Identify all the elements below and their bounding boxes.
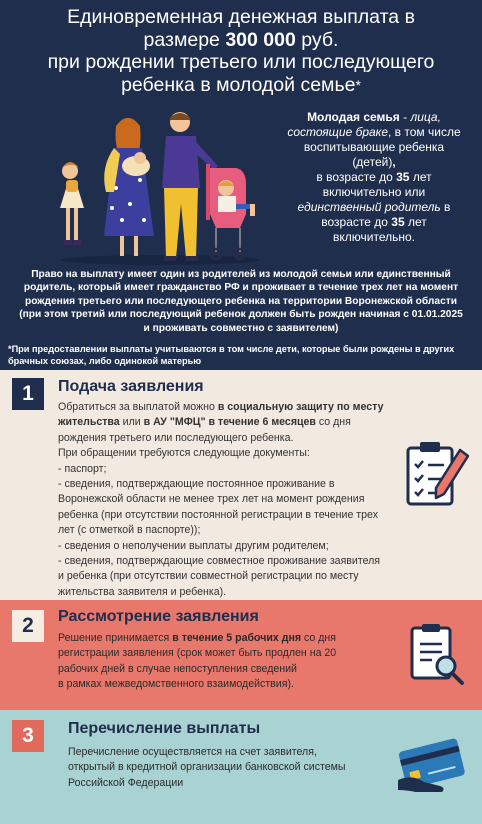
text-line: жительства или в АУ "МФЦ" в течение 6 месяцев со дня [58, 416, 351, 429]
eligibility-line: Право на выплату имеет один из родителей из молодой семьи или единственный [31, 269, 451, 280]
step-3-section [0, 710, 482, 824]
step-text [68, 745, 346, 791]
text-line: Обратиться за выплатой можно в социальную защиту по месту [58, 401, 384, 413]
text-line: - сведения о неполучении выплаты другим родителем; [58, 539, 329, 552]
text-line: жительства заявителя и ребенка). [58, 585, 227, 598]
young-family-definition [275, 110, 473, 245]
definition-line-5: в возрасте до 35 лет [316, 170, 432, 184]
definition-line-6: включительно или [322, 185, 426, 199]
text-line: Российской Федерации [68, 776, 184, 789]
definition-line-4: (детей), [352, 155, 396, 169]
page-title [12, 6, 470, 96]
text-line: в рамках межведомственного взаимодействия). [58, 678, 294, 691]
text-line: При обращении требуются следующие документы: [58, 447, 310, 460]
step-title: Рассмотрение заявления [58, 608, 259, 625]
text-line: лет (с отметкой в паспорте)); [58, 524, 201, 537]
footnote-line: *При предоставлении выплаты учитываются в том числе дети, которые были рождены в других [8, 344, 455, 354]
eligibility-line: и проживать совместно с заявителем) [143, 322, 339, 334]
title-line-3: при рождении третьего или последующего [47, 51, 435, 73]
text-line: - сведения, подтверждающие совместное проживание заявителя [58, 555, 381, 568]
step-number: 2 [12, 610, 44, 642]
step-number: 3 [12, 720, 44, 752]
eligibility-line: родитель, который имеет гражданство РФ и проживает в течение трех лет на момент [23, 282, 459, 294]
header-banner [0, 0, 482, 370]
title-line-4: ребенка в молодой семье* [121, 73, 361, 96]
definition-line-2: состоящие браке, в том числе [287, 125, 461, 139]
text-line: Воронежской области не менее трех лет на момент рождения [58, 493, 365, 506]
text-line: открытый в кредитной организации банковской системы [68, 761, 346, 774]
text-line: Решение принимается в течение 5 рабочих дня со дня [58, 632, 337, 644]
text-line: рабочих дней в случае непоступления сведений [58, 662, 297, 675]
definition-line-8: возрасте до 35 лет [321, 215, 427, 229]
text-line: ребенка (при отсутствии постоянной регистрации в течение трех [58, 508, 378, 521]
footnote [8, 343, 474, 367]
clipboard-pen-icon [400, 438, 472, 510]
step-text [58, 400, 383, 600]
text-line: рождения третьего или последующего ребенка. [58, 431, 294, 444]
amount: 300 000 [225, 28, 296, 51]
text-line: - паспорт; [58, 462, 107, 475]
definition-line-3: воспитывающие ребенка [303, 140, 445, 154]
text-line: регистрации заявления (срок может быть продлен на 20 [58, 647, 337, 660]
title-line-1: Единовременная денежная выплата в [67, 6, 415, 28]
definition-line-7: единственный родитель в [297, 200, 451, 214]
footnote-line: брачных союзах, либо одинокой матерью [8, 356, 202, 366]
bank-card-icon [396, 734, 472, 794]
title-line-2: размере 300 000 руб. [143, 28, 339, 51]
text-line: - сведения, подтверждающие постоянное проживание в [58, 478, 335, 491]
eligibility-paragraph [8, 268, 474, 335]
text-line: и ребенка (при отсутствии совместной регистрации по месту [58, 570, 359, 583]
document-magnifier-icon [404, 622, 468, 686]
family-with-stroller-illustration [40, 108, 266, 268]
definition-line-1: Молодая семья - лица, [307, 110, 441, 124]
step-text [58, 631, 336, 693]
step-1-section [0, 370, 482, 600]
step-2-section [0, 600, 482, 710]
step-title: Перечисление выплаты [68, 720, 261, 737]
definition-line-9: включительно. [333, 230, 415, 244]
eligibility-line: (при этом третий или последующий ребенок должен быть рожден начиная с 01.01.2025 [19, 309, 463, 321]
eligibility-line: рождения третьего или последующего ребенка на территории Воронежской области [25, 295, 457, 307]
step-title: Подача заявления [58, 378, 204, 395]
step-number: 1 [12, 378, 44, 410]
text-line: Перечисление осуществляется на счет заявителя, [68, 746, 317, 758]
